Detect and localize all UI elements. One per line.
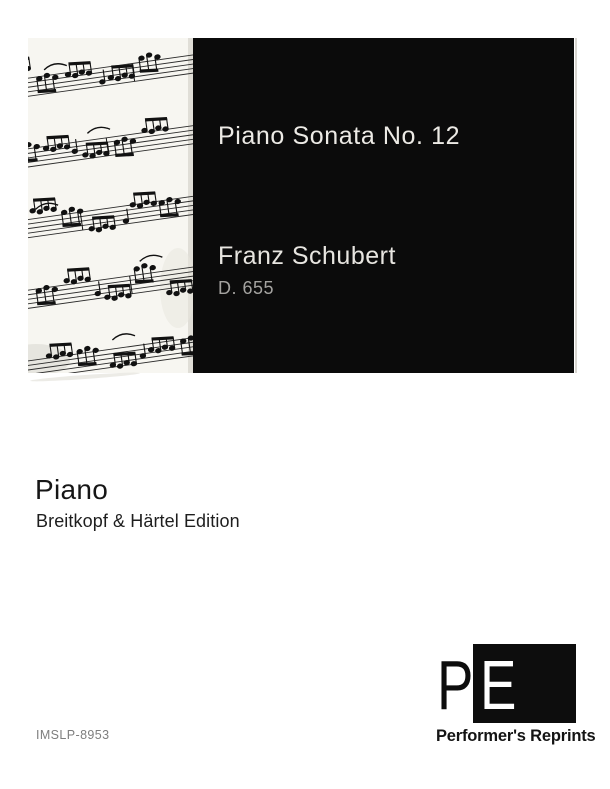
sheet-music-image xyxy=(28,38,193,373)
publisher-logo-letter-p: P xyxy=(437,646,474,724)
publisher-name: Performer's Reprints xyxy=(436,727,596,745)
edition-label: Breitkopf & Härtel Edition xyxy=(36,511,240,531)
work-title: Piano Sonata No. 12 xyxy=(218,122,461,150)
instrumentation-label: Piano xyxy=(35,474,109,505)
publisher-logo-letter-e: E xyxy=(480,646,517,724)
banner-edge-shadow xyxy=(575,38,577,373)
catalog-number: D. 655 xyxy=(218,278,275,298)
title-banner xyxy=(28,38,574,373)
plate-number: IMSLP-8953 xyxy=(36,728,110,742)
composer-name: Franz Schubert xyxy=(218,242,396,270)
